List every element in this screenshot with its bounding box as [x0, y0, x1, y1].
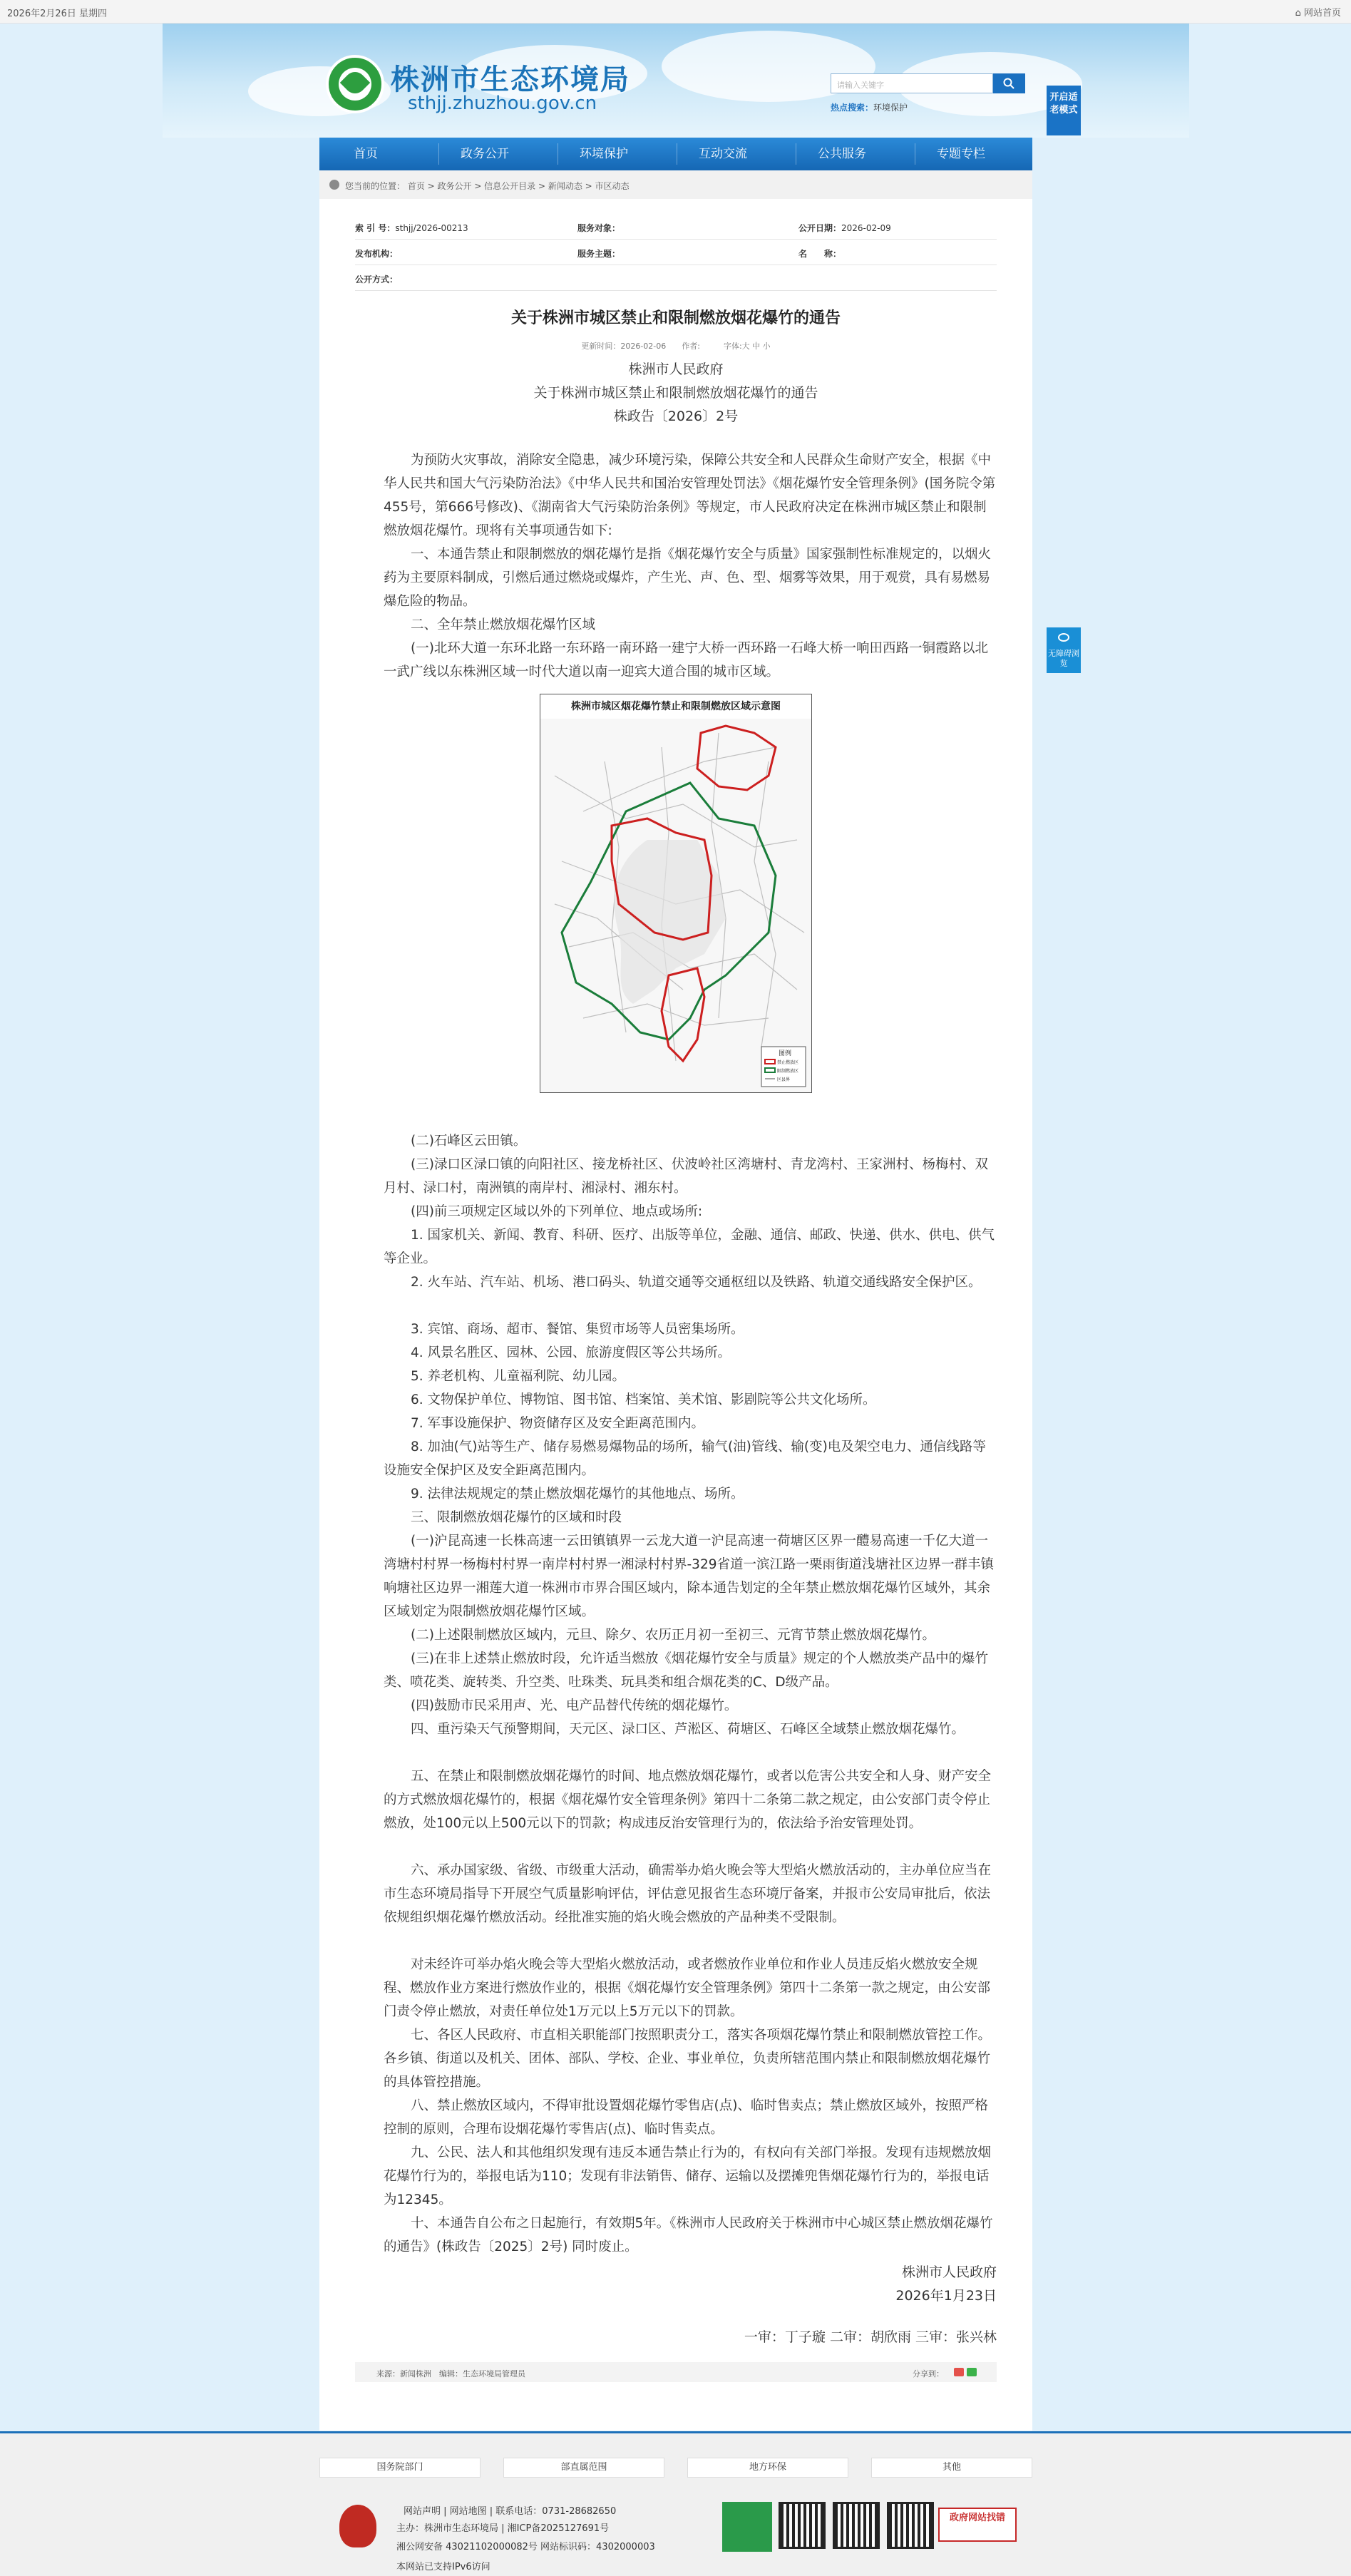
wechat-icon[interactable] — [967, 2368, 977, 2376]
paragraph: (二)石峰区云田镇。 — [411, 1134, 527, 1149]
paragraph: 三、限制燃放烟花爆竹的区域和时段 — [411, 1510, 622, 1525]
paragraph: 6. 文物保护单位、博物馆、图书馆、档案馆、美术馆、影剧院等公共文化场所。 — [411, 1392, 876, 1407]
nav-special[interactable]: 专题专栏 — [937, 147, 985, 161]
paragraph: 8. 加油(气)站等生产、储存易燃易爆物品的场所，输气(油)管线、输(变)电及架空电力、通信线路等设施安全保护区及安全距离范围内。 — [384, 1440, 986, 1478]
meta-row-1: 索 引 号：sthjj/2026-00213 服务对象： 公开日期：2026-02-09 — [355, 215, 997, 240]
nav-home[interactable]: 首页 — [354, 147, 378, 161]
paragraph: 六、承办国家级、省级、市级重大活动，确需举办焰火晚会等大型焰火燃放活动的，主办单位应当在市生态环境局指导下开展空气质量影响评估，评估意见报省生态环境厅备案，并报市公安局审批后，依法依规组织烟花爆竹燃放活动。经批准实施的焰火晚会燃放的产品种类不受限制。 — [384, 1863, 992, 1925]
paragraph: 五、在禁止和限制燃放烟花爆竹的时间、地点燃放烟花爆竹，或者以危害公共安全和人身、财产安全的方式燃放烟花爆竹的，根据《烟花爆竹安全管理条例》第四十二条第二款之规定，由公安部门责令停止燃放，处100元以上500元以下的罚款；构成违反治安管理行为的，依法给予治安管理处罚。 — [384, 1769, 992, 1831]
party-gov-badge[interactable] — [339, 2505, 376, 2547]
article-source: 来源：新闻株洲 编辑：生态环境局管理员 — [376, 2369, 525, 2379]
search-icon — [1003, 78, 1014, 89]
reviewers: 一审：丁子璇 二审：胡欣雨 三审：张兴林 — [744, 2329, 997, 2345]
footer-link-other[interactable]: 其他 — [871, 2458, 1032, 2478]
paragraph: (四)前三项规定区域以外的下列单位、地点或场所: — [411, 1204, 703, 1219]
map-title: 株洲市城区烟花爆竹禁止和限制燃放区域示意图 — [540, 694, 811, 719]
site-url: sthjj.zhuzhou.gov.cn — [408, 93, 597, 114]
paragraph: 7. 军事设施保护、物资储存区及安全距离范围内。 — [411, 1416, 705, 1431]
header-banner — [163, 24, 1189, 138]
footer-link-state-council[interactable]: 国务院部门 — [319, 2458, 481, 2478]
paragraph: 一、本通告禁止和限制燃放的烟花爆竹是指《烟花爆竹安全与质量》国家强制性标准规定的，以烟火药为主要原料制成，引燃后通过燃烧或爆炸，产生光、声、色、型、烟雾等效果，用于观赏，具有易燃易爆危险的物品。 — [384, 547, 992, 609]
paragraph: (三)在非上述禁止燃放时段，允许适当燃放《烟花爆竹安全与质量》规定的个人燃放类产品中的爆竹类、喷花类、旋转类、升空类、吐珠类、玩具类和组合烟花类的C、D级产品。 — [384, 1651, 988, 1690]
site-logo[interactable] — [326, 55, 384, 113]
nav-environment[interactable]: 环境保护 — [580, 147, 628, 161]
nav-interaction[interactable]: 互动交流 — [699, 147, 747, 161]
nav-public-service[interactable]: 公共服务 — [818, 147, 866, 161]
footer-link-local[interactable]: 地方环保 — [687, 2458, 848, 2478]
paragraph: 为预防火灾事故，消除安全隐患，减少环境污染，保障公共安全和人民群众生命财产安全，根据《中华人民共和国大气污染防治法》《中华人民共和国治安管理处罚法》《烟花爆竹安全管理条例》(国务院令第455号，第666号修改)、《湖南省大气污染防治条例》等规定，市人民政府决定在株洲市城区禁止和限制燃放烟花爆竹。现将有关事项通告如下: — [384, 453, 996, 538]
article-org: 株洲市人民政府 — [628, 361, 724, 377]
paragraph: (一)北环大道一东环北路一东环路一南环路一建宁大桥一西环路一石峰大桥一响田西路一铜霞路以北一武广线以东株洲区域一时代大道以南一迎宾大道合围的城市区域。 — [384, 641, 988, 679]
breadcrumb-text[interactable]: 您当前的位置： 首页 > 政务公开 > 信息公开目录 > 新闻动态 > 市区动态 — [345, 181, 630, 191]
paragraph: 九、公民、法人和其他组织发现有违反本通告禁止行为的，有权向有关部门举报。发现有违规燃放烟花爆竹行为的，举报电话为110；发现有非法销售、储存、运输以及摆摊兜售烟花爆竹行为的，举报电话为12345。 — [384, 2145, 992, 2207]
paragraph: 9. 法律法规规定的禁止燃放烟花爆竹的其他地点、场所。 — [411, 1487, 744, 1502]
meta-row-3: 公开方式： — [355, 266, 997, 291]
paragraph: 四、重污染天气预警期间，天元区、渌口区、芦淞区、荷塘区、石峰区全域禁止燃放烟花爆竹。 — [411, 1722, 965, 1737]
accessibility-button[interactable] — [1047, 627, 1081, 673]
sign-org: 株洲市人民政府 — [901, 2264, 997, 2280]
article-footer — [355, 2362, 997, 2382]
footer-line-3: 湘公网安备 43021102000082号 网站标识码：4302000003 — [396, 2542, 655, 2552]
article-info: 更新时间：2026-02-06 作者: 字体:大 中 小 — [581, 342, 771, 351]
hot-search — [831, 101, 908, 113]
elder-mode-button[interactable]: 开启适老模式 — [1047, 86, 1081, 135]
paragraph: 5. 养老机构、儿童福利院、幼儿园。 — [411, 1369, 626, 1384]
paragraph: 七、各区人民政府、市直相关职能部门按照职责分工，落实各项烟花爆竹禁止和限制燃放管控工作。各乡镇、街道以及机关、团体、部队、学校、企业、事业单位，负责所辖范围内禁止和限制燃放烟花爆竹的具体管控措施。 — [384, 2028, 992, 2090]
article-title: 关于株洲市城区禁止和限制燃放烟花爆竹的通告 — [510, 309, 841, 327]
paragraph: 4. 风景名胜区、园林、公园、旅游度假区等公共场所。 — [411, 1345, 731, 1360]
weibo-icon[interactable] — [954, 2368, 964, 2376]
top-bar — [0, 0, 1351, 24]
home-link-label: 网站首页 — [1303, 8, 1341, 19]
breadcrumb — [319, 170, 1032, 199]
paragraph: (三)渌口区渌口镇的向阳社区、接龙桥社区、伏波岭社区湾塘村、青龙湾村、王家洲村、杨梅村、双月村、渌口村，南洲镇的南岸村、湘渌村、湘东村。 — [384, 1157, 988, 1196]
qr-code-icon — [887, 2502, 934, 2549]
paragraph: 十、本通告自公布之日起施行，有效期5年。《株洲市人民政府关于株洲市中心城区禁止燃放烟花爆竹的通告》(株政告〔2025〕2号) 同时废止。 — [384, 2216, 993, 2254]
paragraph: (二)上述限制燃放区域内，元旦、除夕、农历正月初一至初三、元宵节禁止燃放烟花爆竹。 — [411, 1628, 935, 1643]
paragraph: 八、禁止燃放区域内，不得审批设置烟花爆竹零售店(点)、临时售卖点；禁止燃放区域外，按照严格控制的原则，合理布设烟花爆竹零售店(点)、临时售卖点。 — [384, 2098, 988, 2137]
footer-line-2: 主办：株洲市生态环境局 | 湘ICP备2025127691号 — [396, 2523, 610, 2534]
paragraph: 2. 火车站、汽车站、机场、港口码头、轨道交通等交通枢纽以及铁路、轨道交通线路安全保护区。 — [411, 1275, 982, 1290]
svg-text:图例: 图例 — [779, 1050, 792, 1057]
svg-text:限制燃放区: 限制燃放区 — [777, 1069, 799, 1074]
accessibility-label: 无障碍浏览 — [1048, 649, 1079, 668]
home-link[interactable]: ⌂ 网站首页 — [1295, 8, 1341, 19]
article-subtitle: 关于株洲市城区禁止和限制燃放烟花爆竹的通告 — [533, 385, 818, 401]
svg-text:区县界: 区县界 — [777, 1077, 791, 1082]
search-input[interactable]: 请输入关键字 — [831, 73, 993, 93]
zone-map-image — [540, 719, 811, 1092]
paragraph: 3. 宾馆、商场、超市、餐馆、集贸市场等人员密集场所。 — [411, 1322, 744, 1337]
site-title: 株洲市生态环境局 — [391, 63, 630, 96]
hot-search-label: 热点搜索： — [831, 103, 874, 113]
main-nav — [319, 138, 1032, 170]
bureau-logo — [722, 2502, 772, 2552]
gov-error-button[interactable]: 政府网站找错 — [938, 2508, 1017, 2542]
meta-row-2: 发布机构： 服务主题： 名 称： — [355, 240, 997, 265]
zone-map-figure — [540, 694, 812, 1093]
current-date: 2026年2月26日 星期四 — [7, 9, 108, 19]
sign-date: 2026年1月23日 — [895, 2288, 997, 2304]
nav-gov-affairs[interactable]: 政务公开 — [461, 147, 509, 161]
svg-text:禁止燃放区: 禁止燃放区 — [777, 1060, 799, 1065]
search-button[interactable] — [993, 73, 1025, 93]
content-panel — [319, 170, 1032, 2431]
qr-code-icon — [833, 2502, 880, 2549]
paragraph: 二、全年禁止燃放烟花爆竹区域 — [411, 617, 596, 632]
site-footer — [0, 2431, 1351, 2576]
paragraph: (四)鼓励市民采用声、光、电产品替代传统的烟花爆竹。 — [411, 1698, 738, 1713]
footer-line-1[interactable]: 网站声明 | 网站地图 | 联系电话：0731-28682650 — [404, 2506, 617, 2517]
qr-code-icon — [779, 2502, 826, 2549]
home-icon — [329, 180, 339, 190]
paragraph: 1. 国家机关、新闻、教育、科研、医疗、出版等单位，金融、通信、邮政、快递、供水、供电、供气等企业。 — [384, 1228, 995, 1266]
eye-icon — [1058, 633, 1069, 642]
share-label: 分享到： — [913, 2369, 944, 2379]
map-legend — [761, 1047, 806, 1087]
article-number: 株政告〔2026〕2号 — [613, 409, 739, 424]
footer-line-4: 本网站已支持IPv6访问 — [396, 2562, 490, 2572]
paragraph: 对未经许可举办焰火晚会等大型焰火燃放活动，或者燃放作业单位和作业人员违反焰火燃放安全规程、燃放作业方案进行燃放作业的，根据《烟花爆竹安全管理条例》第四十二条第一款之规定，由公安部门责令停止燃放，对责任单位处1万元以上5万元以下的罚款。 — [384, 1957, 991, 2019]
paragraph: (一)沪昆高速一长株高速一云田镇镇界一云龙大道一沪昆高速一荷塘区区界一醴易高速一千亿大道一湾塘村村界一杨梅村村界一南岸村村界一湘渌村村界-329省道一滨江路一栗雨街道浅塘社区边界一群丰镇响塘社区边界一湘莲大道一株洲市市界合围区域内，除本通告划定的全年禁止燃放烟花爆竹区域外，其余区域划定为限制燃放烟花爆竹区域。 — [384, 1534, 994, 1619]
footer-link-ministry[interactable]: 部直属范围 — [503, 2458, 664, 2478]
hot-search-item[interactable]: 环境保护 — [873, 103, 908, 113]
